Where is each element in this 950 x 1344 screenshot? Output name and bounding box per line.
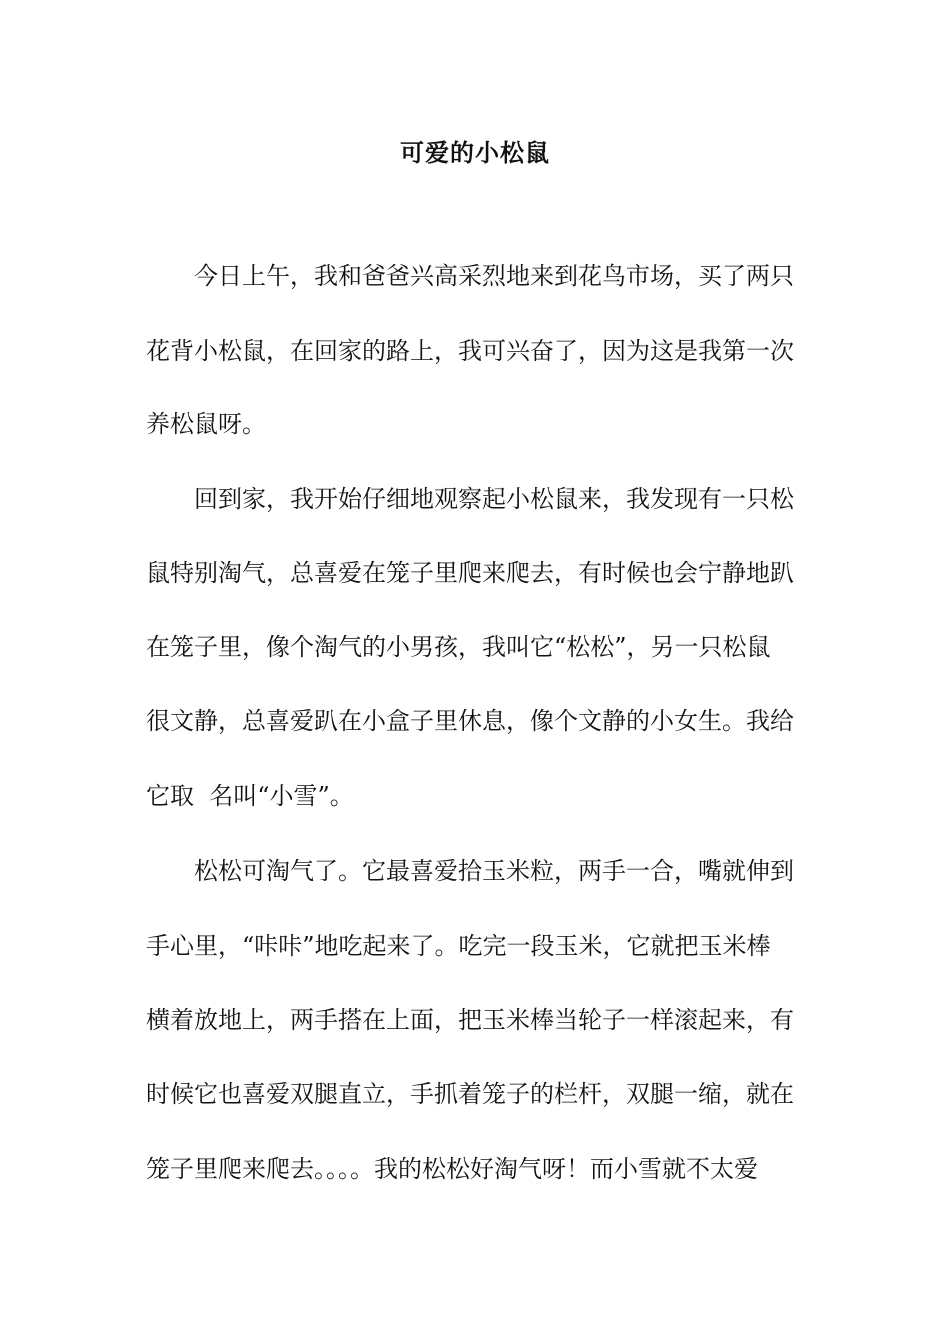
document-title: 可爱的小松鼠 <box>400 138 550 167</box>
paragraph-2-line-3: 在笼子里，像个淘气的小男孩，我叫它“松松”，另一只松鼠 <box>146 633 771 661</box>
paragraph-1-line-3: 养松鼠呀。 <box>146 410 266 438</box>
paragraph-2-line-5: 它取 名叫“小雪”。 <box>146 782 354 810</box>
paragraph-2-line-4: 很文静，总喜爱趴在小盒子里休息，像个文静的小女生。我给 <box>146 707 794 735</box>
paragraph-3-line-1: 松松可淘气了。它最喜爱拾玉米粒，两手一合，嘴就伸到 <box>194 857 794 885</box>
paragraph-3-line-4: 时候它也喜爱双腿直立，手抓着笼子的栏杆，双腿一缩，就在 <box>146 1080 794 1108</box>
paragraph-1-line-2: 花背小松鼠，在回家的路上，我可兴奋了，因为这是我第一次 <box>146 337 794 365</box>
paragraph-1-line-1: 今日上午，我和爸爸兴高采烈地来到花鸟市场，买了两只 <box>194 262 794 290</box>
paragraph-3-line-2: 手心里，“咔咔”地吃起来了。吃完一段玉米，它就把玉米棒 <box>146 932 771 960</box>
paragraph-3-line-5: 笼子里爬来爬去。。。。我的松松好淘气呀！而小雪就不太爱 <box>146 1155 758 1183</box>
paragraph-2-line-2: 鼠特别淘气，总喜爱在笼子里爬来爬去，有时候也会宁静地趴 <box>146 559 794 587</box>
paragraph-3-line-3: 横着放地上，两手搭在上面，把玉米棒当轮子一样滚起来，有 <box>146 1006 794 1034</box>
paragraph-2-line-1: 回到家，我开始仔细地观察起小松鼠来，我发现有一只松 <box>194 485 794 513</box>
